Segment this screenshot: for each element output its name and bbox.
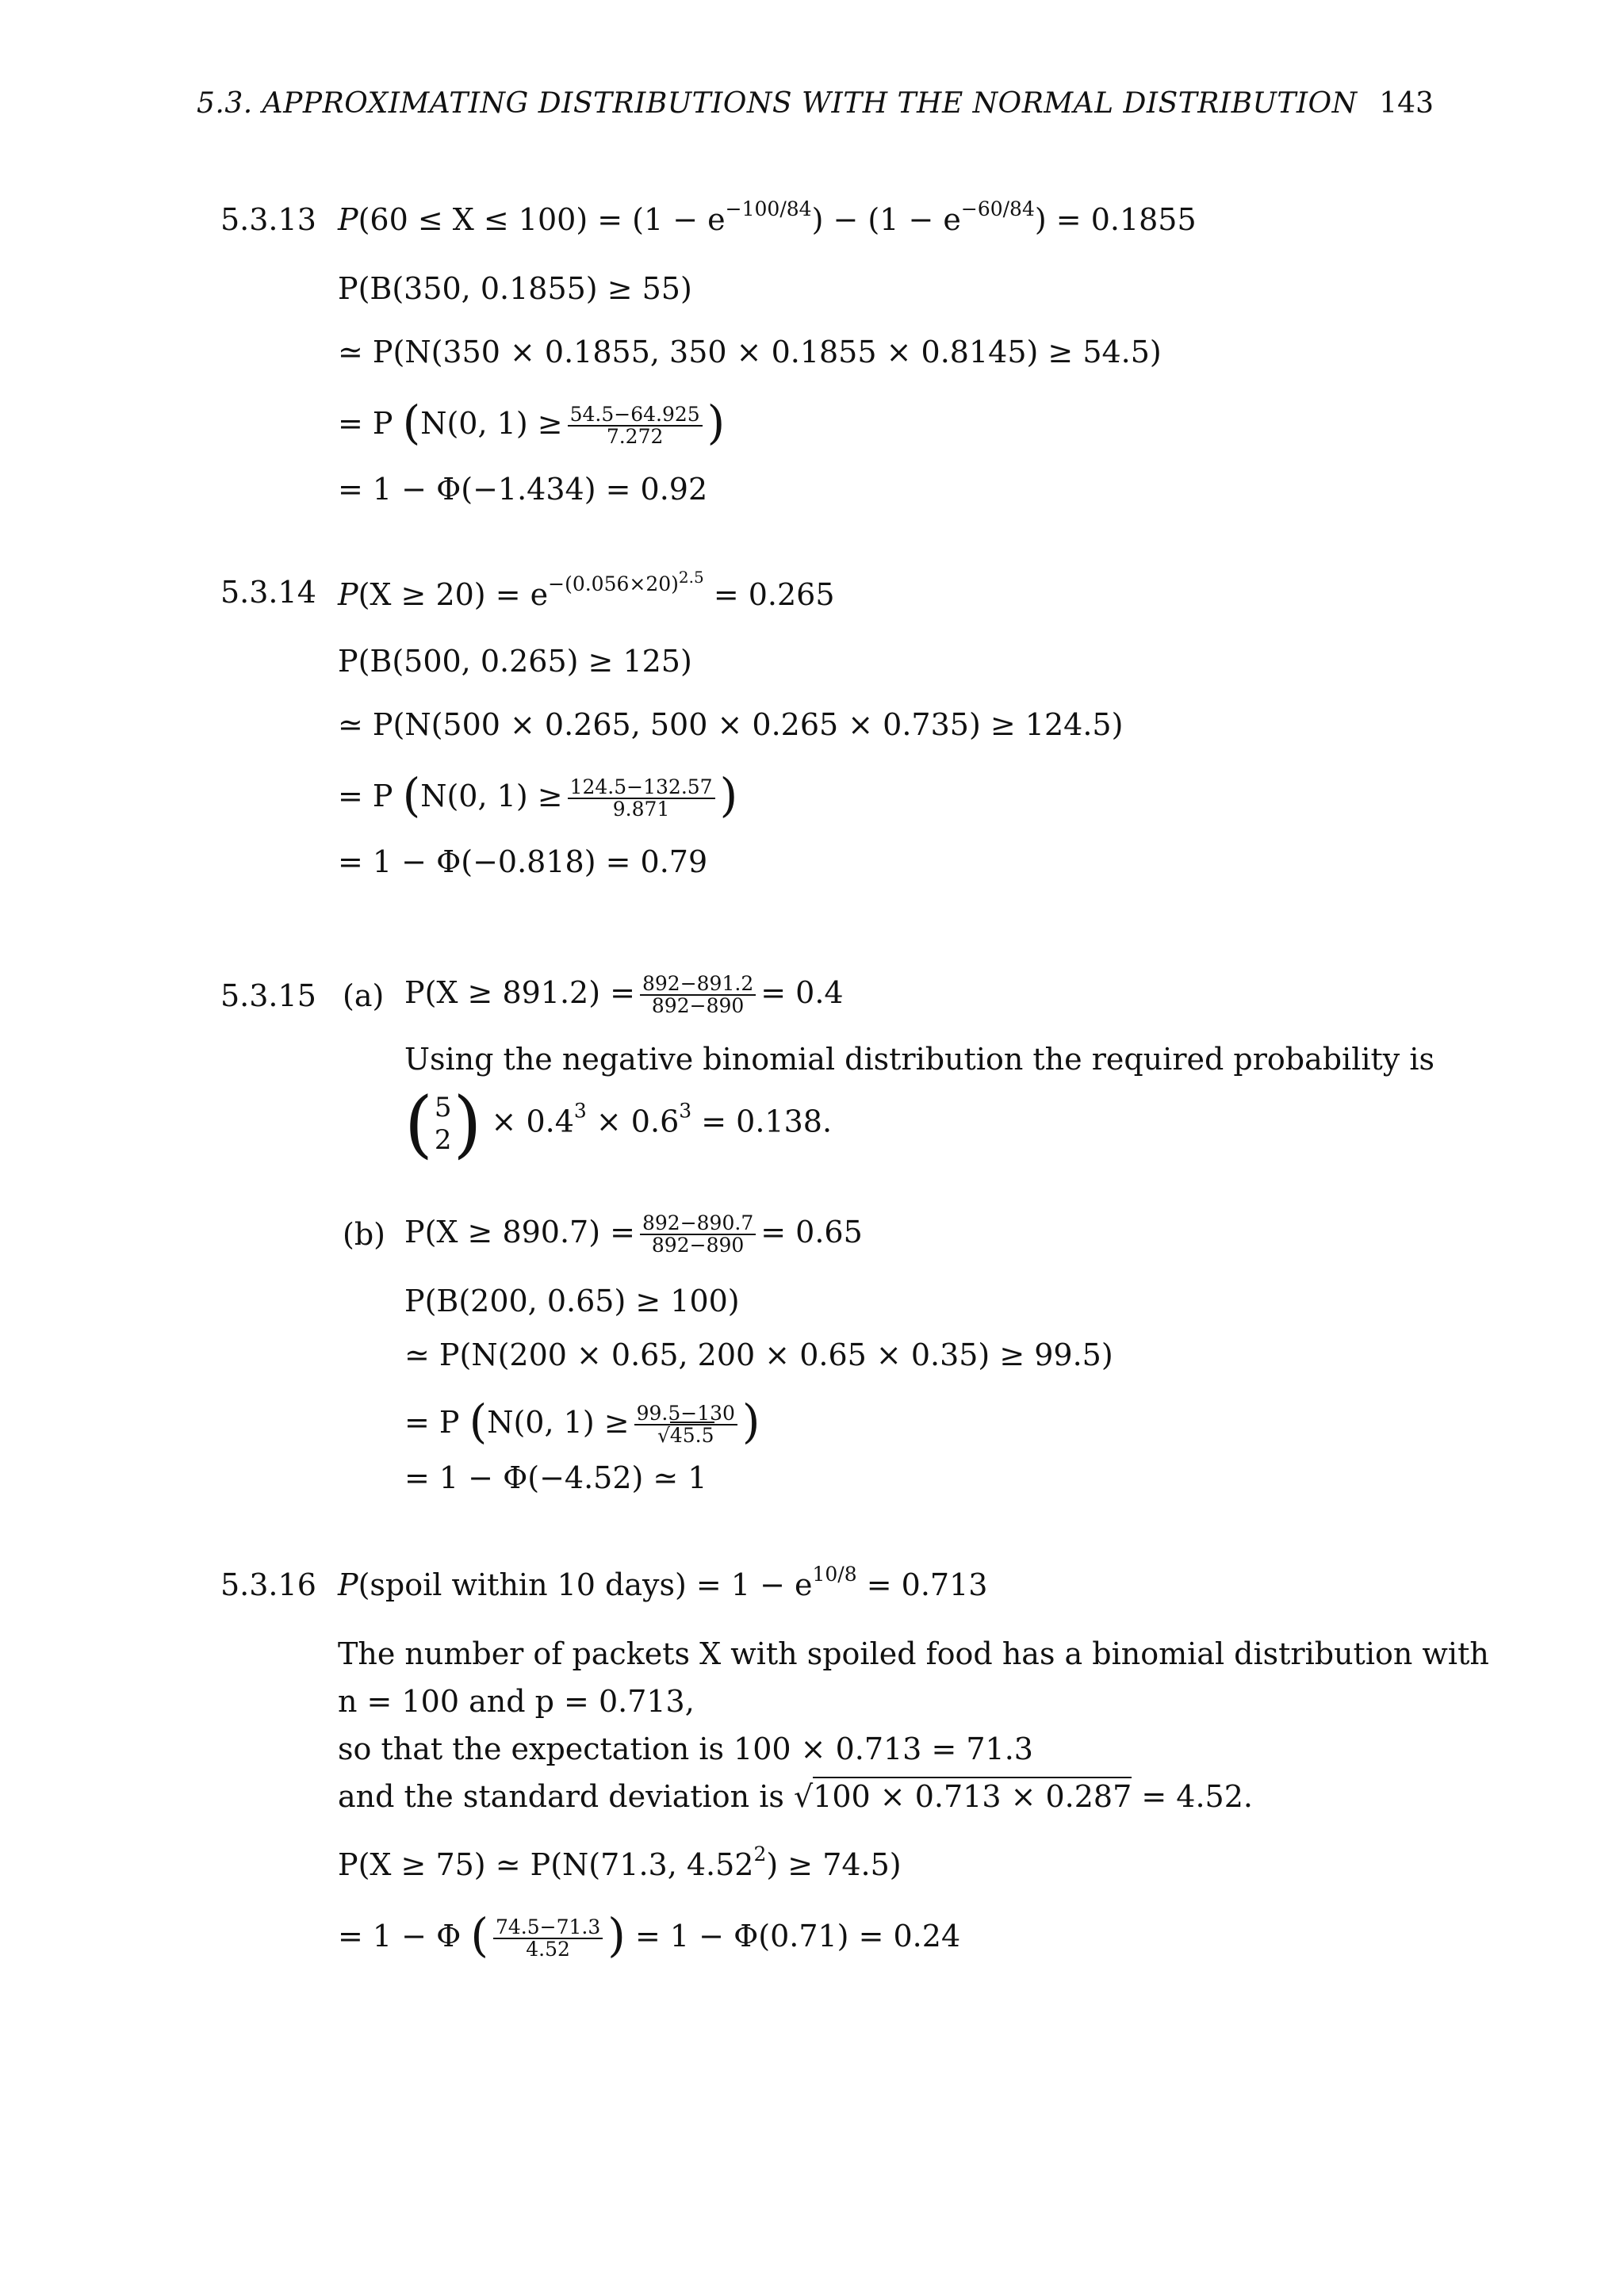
fraction: $\frac{54.5-64.925}{7.272}$ [568, 404, 703, 448]
part-a-label: (a) [343, 978, 385, 1013]
p16-text-2: n = 100 and p = 0.713, [338, 1684, 695, 1719]
p15b-line-2: P(B(200, 0.65) ≥ 100) [404, 1284, 740, 1318]
p15a-text: Using the negative binomial distribution the required probability is [404, 1042, 1434, 1077]
fraction: $\frac{892-891.2}{892-890}$ [640, 974, 756, 1017]
problem-number-5-3-16: 5.3.16 [220, 1567, 316, 1602]
p14-line-1: $P(X \ge 20) = e^{-(0.056\times 20)^{2.5}} = 0.265$ [338, 568, 835, 612]
p16-text-1: The number of packets X with spoiled food has a binomial distribution with [338, 1636, 1489, 1671]
p15b-line-4: = P (N(0, 1) ≥ $\frac{99.5-130}{√45.5}$ ) [404, 1394, 760, 1448]
fraction: $\frac{99.5-130}{√45.5}$ [634, 1403, 737, 1447]
page-number: 143 [1379, 87, 1434, 120]
p16-line-1: P(spoil within 10 days) = $1 - e^{10/8} = 0.713$ [338, 1563, 988, 1602]
fraction: $\frac{124.5-132.57}{9.871}$ [568, 777, 715, 821]
running-title: 5.3. APPROXIMATING DISTRIBUTIONS WITH THE NORMAL DISTRIBUTION [197, 87, 1358, 120]
p16-line-2: P(X ≥ 75) ≃ P(N(71.3, $4.52^2) \ge 74.5$) [338, 1843, 902, 1882]
page-header [197, 87, 1434, 120]
p14-line-4: = P (N(0, 1) ≥ $\frac{124.5-132.57}{9.871}$ ) [338, 767, 738, 822]
problem-number-5-3-15: 5.3.15 [220, 978, 316, 1013]
p16-text-4: and the standard deviation is √100 × 0.713 × 0.287 = 4.52. [338, 1781, 1253, 1812]
fraction: $\frac{74.5-71.3}{4.52}$ [493, 1917, 603, 1961]
p13-line-5: = 1 − Φ(−1.434) = 0.92 [338, 472, 708, 507]
p15b-line-3: ≃ P(N(200 × 0.65, 200 × 0.65 × 0.35) ≥ 99.5) [404, 1337, 1113, 1372]
problem-number-5-3-13: 5.3.13 [220, 202, 316, 237]
p13-line-4: = P (N(0, 1) ≥ $\frac{54.5-64.925}{7.272}$ ) [338, 395, 726, 450]
part-b-label: (b) [343, 1217, 385, 1252]
fraction: $\frac{892-890.7}{892-890}$ [640, 1213, 756, 1257]
p15a-line-1: P(X ≥ 891.2) = $\frac{892-891.2}{892-890}$ = 0.4 [404, 972, 844, 1018]
p14-line-5: = 1 − Φ(−0.818) = 0.79 [338, 844, 708, 879]
p15a-binomial-line: ( 5 2 ) × $0.4^3 \times 0.6^3 = 0.138$. [404, 1081, 833, 1166]
p15b-line-1: P(X ≥ 890.7) = $\frac{892-890.7}{892-890}$ = 0.65 [404, 1211, 863, 1257]
p15b-line-5: = 1 − Φ(−4.52) ≃ 1 [404, 1460, 707, 1495]
p16-text-3: so that the expectation is 100 × 0.713 = 71.3 [338, 1732, 1033, 1766]
p16-line-3: = 1 − Φ ( $\frac{74.5-71.3}{4.52}$ ) = 1 − Φ(0.71) = 0.24 [338, 1908, 961, 1962]
p14-line-3: ≃ P(N(500 × 0.265, 500 × 0.265 × 0.735) ≥ 124.5) [338, 707, 1124, 742]
p13-line-3: ≃ P(N(350 × 0.1855, 350 × 0.1855 × 0.8145) ≥ 54.5) [338, 335, 1162, 369]
binomial-coefficient: ( 5 2 ) [404, 1081, 482, 1166]
problem-number-5-3-14: 5.3.14 [220, 575, 316, 610]
p14-line-2: P(B(500, 0.265) ≥ 125) [338, 644, 692, 679]
p13-line-1: $P(60 \le X \le 100) = (1 - e^{-100/84}) - (1 - e^{-60/84}) = 0.1855$ [338, 197, 1197, 237]
p13-line-2: P(B(350, 0.1855) ≥ 55) [338, 271, 692, 306]
